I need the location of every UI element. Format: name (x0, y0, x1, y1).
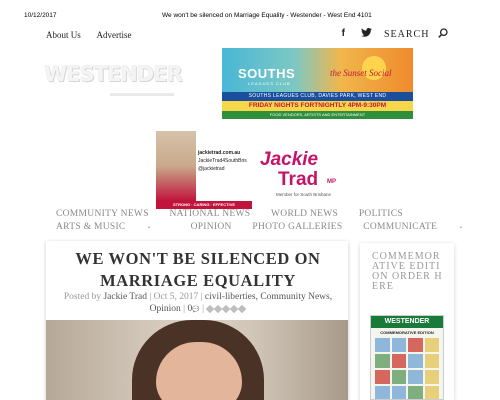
twitter-icon[interactable] (361, 28, 372, 40)
ad-name-first: Jackie (260, 149, 319, 170)
about-us-link[interactable]: About Us (46, 30, 81, 40)
cover-collage (375, 338, 439, 400)
ad-twitter: @jackietrad (198, 166, 225, 172)
article-featured-image (46, 320, 348, 400)
ad-venue: SOUTHS LEAGUES CLUB, DAVIES PARK, WEST END (222, 92, 413, 101)
comment-icon: 💬 (192, 306, 200, 313)
article-meta: Posted by Jackie Trad | Oct 5, 2017 | civil-liberties, Community News, Opinion | 0💬 | (63, 292, 333, 314)
facebook-icon[interactable]: f (341, 28, 345, 39)
cover-subtitle: COMMEMORATIVE EDITION (380, 330, 434, 335)
main-nav-row-1 (56, 209, 421, 219)
print-header (0, 0, 500, 30)
article-title: WE WON'T BE SILENCED ON MARRIAGE EQUALITY (75, 249, 321, 290)
author-link[interactable]: Jackie Trad (103, 292, 148, 302)
print-page-title: We won't be silenced on Marriage Equality - Westender - West End 4101 (162, 12, 372, 19)
jackie-portrait (156, 131, 196, 201)
print-date: 10/12/2017 (24, 12, 57, 19)
social-links (342, 28, 372, 40)
ad-website: jackietrad.com.au (198, 150, 241, 156)
rating-stars (206, 304, 246, 316)
logo-wordmark: WESTENDER (44, 62, 182, 86)
nav-politics[interactable]: POLITICS (358, 209, 403, 219)
nav-photo-galleries[interactable]: PHOTO GALLERIES (252, 222, 343, 232)
ad-name-last: Trad (278, 169, 319, 190)
commemorative-edition-cover[interactable] (370, 315, 444, 400)
nav-arts-music[interactable] (56, 222, 170, 232)
ad-contact (198, 149, 247, 173)
post-date: Oct 5, 2017 (153, 292, 199, 302)
nav-communicate-label: COMMUNICATE (363, 222, 438, 232)
chevron-down-icon: ⌄ (458, 223, 464, 230)
nav-community-news[interactable]: COMMUNITY NEWS (56, 209, 149, 219)
ad-brand-sub: LEAGUES CLUB (248, 81, 291, 86)
chevron-down-icon: ⌄ (146, 223, 152, 230)
nav-national-news[interactable]: NATIONAL NEWS (169, 209, 251, 219)
ad-subtitle: Member for South Brisbane (276, 192, 332, 197)
ad-facebook: JackieTrad4SouthBris (198, 158, 247, 164)
ad-footer: FOOD VENDORS, ARTISTS AND ENTERTAINMENT (222, 111, 413, 119)
nav-arts-music-label: ARTS & MUSIC (56, 222, 126, 232)
search-label[interactable]: SEARCH (384, 29, 430, 40)
nav-world-news[interactable]: WORLD NEWS (271, 209, 339, 219)
main-nav-row-2 (56, 222, 500, 232)
ad-event-name: the Sunset Social (330, 68, 392, 78)
posted-by-label: Posted by (63, 292, 102, 302)
logo-underline (110, 93, 174, 96)
comment-count[interactable]: 0 (187, 304, 193, 314)
jackie-trad-ad[interactable] (156, 131, 346, 209)
ad-mp: MP (327, 179, 336, 185)
nav-opinion[interactable]: OPINION (190, 222, 232, 232)
sidebar-widget-title[interactable]: COMMEMORATIVE EDITION ORDER HERE (372, 251, 443, 292)
cover-masthead: WESTENDER (371, 316, 443, 328)
site-logo[interactable] (44, 62, 182, 106)
ad-strip: STRONG · CARING · EFFECTIVE (156, 201, 252, 209)
ad-times: FRIDAY NIGHTS FORTNIGHTLY 4PM-9:30PM (222, 101, 413, 111)
souths-leagues-ad[interactable] (222, 48, 413, 119)
search-icon[interactable] (438, 28, 448, 38)
top-links (46, 30, 146, 40)
ad-brand: SOUTHS (238, 66, 296, 81)
advertise-link[interactable]: Advertise (96, 30, 132, 40)
nav-communicate[interactable] (363, 222, 481, 232)
category-links[interactable]: civil-liberties, Community News, Opinion (149, 292, 333, 314)
